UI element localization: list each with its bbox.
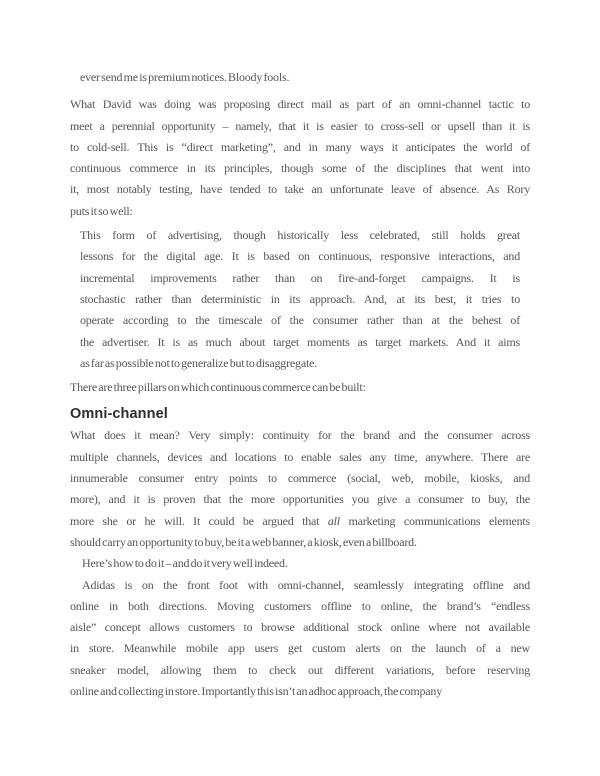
text-line: operate according to the timescale of the consumer rather than at the behest of xyxy=(80,313,520,328)
text-line: incremental improvements rather than on fire-and-forget campaigns. It is xyxy=(80,270,520,285)
text-line: What does it mean? Very simply: continuity for the brand and the consumer across xyxy=(70,428,530,443)
text-line: lessons for the digital age. It is based on continuous, responsive interactions, and xyxy=(80,249,520,264)
text-line: as far as possible not to generalize but to disaggregate. xyxy=(80,355,318,370)
paragraph-three-pillars xyxy=(70,377,530,398)
text-line: it, most notably testing, have tended to take an unfortunate leave of absence. As Rory xyxy=(70,182,530,197)
paragraph-adidas-example xyxy=(70,575,530,703)
text-line: sneaker model, allowing them to check out different variations, before reserving xyxy=(70,662,530,677)
text-line: the advertiser. It is as much about target moments as target markets. And it aims xyxy=(80,334,520,349)
text-line: multiple channels, devices and locations to enable sales any time, anywhere. There are xyxy=(70,449,530,464)
text-line: continuous commerce in its principles, though some of the disciplines that went into xyxy=(70,161,530,176)
quote-continuation xyxy=(70,67,530,88)
text-line: ever send me is premium notices. Bloody fools. xyxy=(80,70,290,84)
text-line: This form of advertising, though historically less celebrated, still holds great xyxy=(80,228,520,243)
heading-omni-channel: Omni-channel xyxy=(70,406,168,423)
paragraph-omni-channel-intro xyxy=(70,425,530,553)
text-line: aisle” concept allows customers to browse additional stock online where not available xyxy=(70,620,530,635)
text-line: online in both directions. Moving customers offline to online, the brand’s “endless xyxy=(70,598,530,613)
paragraph-heres-how xyxy=(70,553,530,574)
text-line: What David was doing was proposing direct mail as part of an omni-channel tactic to xyxy=(70,97,530,112)
text-line: Here’s how to do it – and do it very well indeed. xyxy=(82,556,288,571)
text-line: There are three pillars on which continuous commerce can be built: xyxy=(70,380,366,395)
blockquote-rory xyxy=(80,225,520,374)
text-line: stochastic rather than deterministic in its approach. And, at its best, it tries to xyxy=(80,291,520,306)
text-line: Adidas is on the front foot with omni-channel, seamlessly integrating offline and xyxy=(82,577,530,592)
text-line: should carry an opportunity to buy, be it a web banner, a kiosk, even a billboard. xyxy=(70,534,417,549)
text-line: to cold-sell. This is “direct marketing”, and in many ways it anticipates the world of xyxy=(70,139,530,154)
text-line: online and collecting in store. Importantly this isn’t an adhoc approach, the company xyxy=(70,684,443,699)
text-line: more she or he will. It could be argued that all marketing communications elements xyxy=(70,513,530,528)
text-line: innumerable consumer entry points to commerce (social, web, mobile, kiosks, and xyxy=(70,471,530,486)
text-line: puts it so well: xyxy=(70,203,133,218)
text-line: meet a perennial opportunity – namely, that it is easier to cross-sell or upsell than it is xyxy=(70,118,530,133)
text-line: more), and it is proven that the more opportunities you give a consumer to buy, the xyxy=(70,492,530,507)
paragraph-direct-mail xyxy=(70,94,530,222)
text-line: in store. Meanwhile mobile app users get custom alerts on the launch of a new xyxy=(70,641,530,656)
